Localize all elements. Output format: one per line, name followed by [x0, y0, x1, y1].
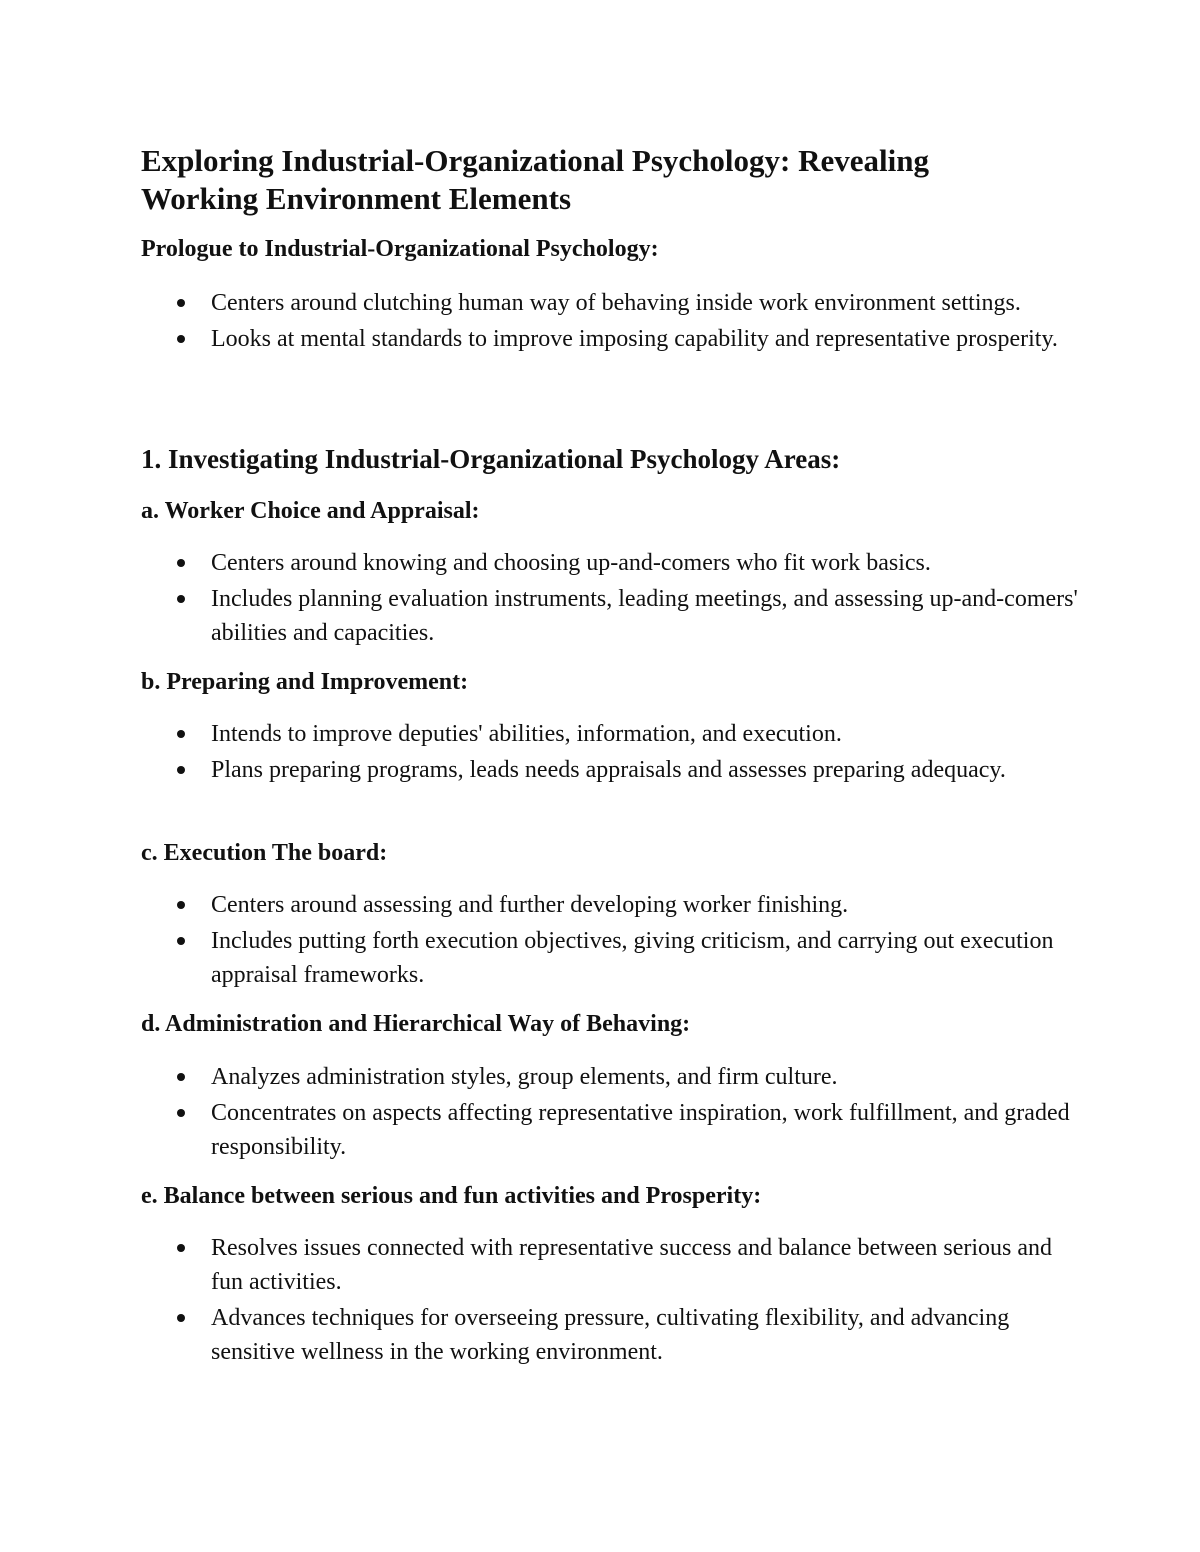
list-item-text: Includes putting forth execution objectives, giving criticism, and carrying out execution appraisal frameworks. — [211, 928, 1054, 988]
bullet-icon — [177, 559, 185, 567]
bullet-icon — [177, 1244, 185, 1252]
list-item — [141, 888, 1081, 922]
bullet-icon — [177, 730, 185, 738]
prologue-list — [141, 286, 1081, 358]
document-title: Exploring Industrial-Organizational Psychology: Revealing Working Environment Elements — [141, 143, 929, 216]
list-item-text: Intends to improve deputies' abilities, information, and execution. — [211, 721, 842, 747]
list-item-text: Concentrates on aspects affecting representative inspiration, work fulfillment, and graded responsibility. — [211, 1100, 1070, 1160]
list-item — [141, 286, 1081, 320]
list-item — [141, 1060, 1081, 1094]
subsection-a-list — [141, 546, 1081, 652]
subsection-a-heading: a. Worker Choice and Appraisal: — [141, 498, 480, 524]
list-item-text: Centers around knowing and choosing up-and-comers who fit work basics. — [211, 550, 931, 576]
list-item — [141, 322, 1081, 356]
list-item — [141, 924, 1081, 992]
subsection-e-heading: e. Balance between serious and fun activities and Prosperity: — [141, 1183, 762, 1209]
list-item-text: Analyzes administration styles, group elements, and firm culture. — [211, 1064, 838, 1090]
list-item-text: Looks at mental standards to improve imposing capability and representative prosperity. — [211, 326, 1058, 352]
list-item-text: Centers around assessing and further developing worker finishing. — [211, 892, 849, 918]
subsection-c-list — [141, 888, 1081, 994]
list-item — [141, 1096, 1081, 1164]
list-item — [141, 717, 1081, 751]
list-item-text: Plans preparing programs, leads needs appraisals and assesses preparing adequacy. — [211, 757, 1006, 783]
list-item — [141, 582, 1081, 650]
bullet-icon — [177, 595, 185, 603]
subsection-b-heading: b. Preparing and Improvement: — [141, 669, 469, 695]
bullet-icon — [177, 299, 185, 307]
bullet-icon — [177, 766, 185, 774]
bullet-icon — [177, 335, 185, 343]
list-item-text: Advances techniques for overseeing pressure, cultivating flexibility, and advancing sensitive wellness in the working environment. — [211, 1305, 1010, 1365]
prologue-heading: Prologue to Industrial-Organizational Psychology: — [141, 236, 659, 262]
list-item — [141, 753, 1081, 787]
list-item — [141, 1231, 1081, 1299]
subsection-c-heading: c. Execution The board: — [141, 840, 388, 866]
bullet-icon — [177, 1073, 185, 1081]
list-item — [141, 546, 1081, 580]
list-item-text: Centers around clutching human way of behaving inside work environment settings. — [211, 290, 1021, 316]
bullet-icon — [177, 937, 185, 945]
bullet-icon — [177, 1109, 185, 1117]
subsection-d-heading: d. Administration and Hierarchical Way of Behaving: — [141, 1011, 691, 1037]
list-item-text: Includes planning evaluation instruments, leading meetings, and assessing up-and-comers' abilities and capacities. — [211, 586, 1078, 646]
list-item — [141, 1301, 1081, 1369]
section-1-heading: 1. Investigating Industrial-Organizational Psychology Areas: — [141, 444, 841, 474]
bullet-icon — [177, 901, 185, 909]
list-item-text: Resolves issues connected with representative success and balance between serious and fun activities. — [211, 1235, 1053, 1295]
subsection-b-list — [141, 717, 1081, 789]
subsection-d-list — [141, 1060, 1081, 1166]
subsection-e-list — [141, 1231, 1081, 1371]
bullet-icon — [177, 1314, 185, 1322]
